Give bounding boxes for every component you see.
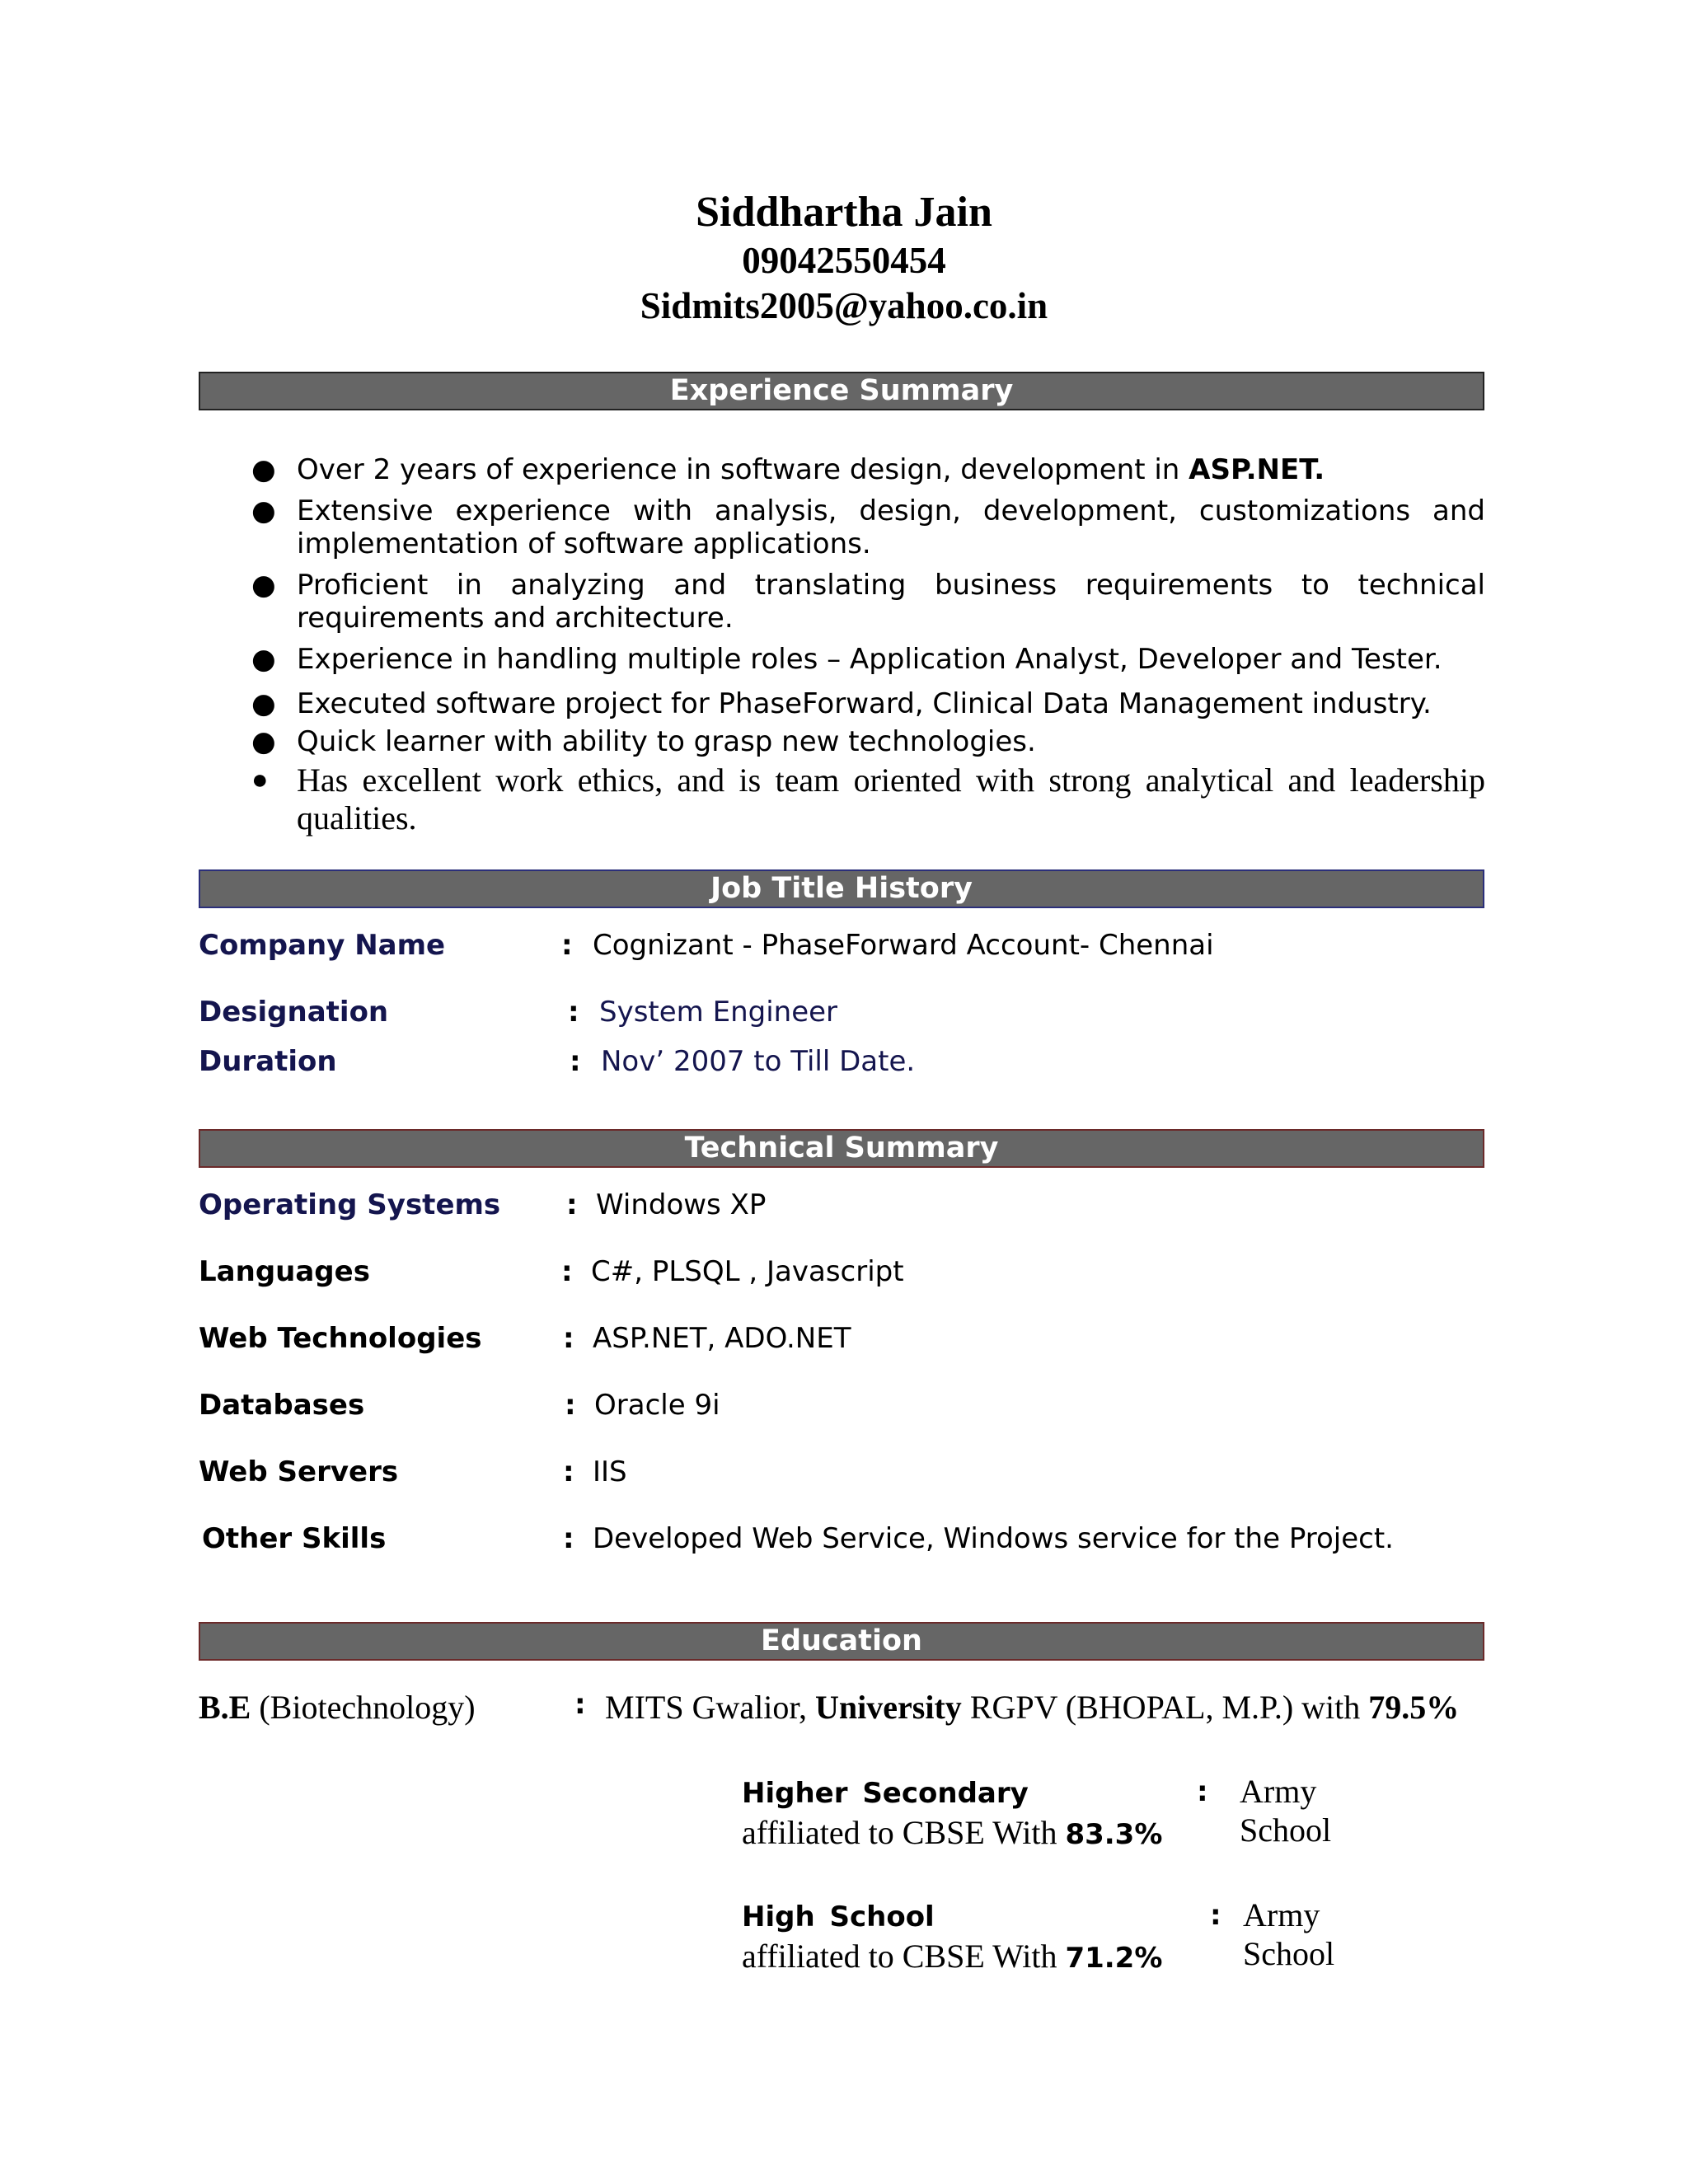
company-value: Cognizant - PhaseForward Account- Chennai — [593, 929, 1214, 962]
tech-value: ASP.NET, ADO.NET — [593, 1322, 851, 1355]
high-school-label: High School — [742, 1900, 935, 1933]
section-experience-summary: Experience Summary — [199, 372, 1484, 410]
experience-item: ● Experience in handling multiple roles – Application Analyst, Developer and Tester. — [251, 643, 1442, 676]
bullet-icon: ● — [251, 725, 276, 758]
experience-item: ● Proficient in analyzing and translating business requirements to technical requirements and architecture. — [251, 569, 1485, 635]
separator: : — [561, 929, 573, 962]
bullet-icon: ● — [251, 765, 269, 795]
higher-secondary-detail: affiliated to CBSE With 83.3% — [742, 1814, 1163, 1851]
duration-label: Duration — [199, 1045, 337, 1078]
separator: : — [565, 1389, 576, 1422]
separator: : — [563, 1322, 574, 1355]
separator: : — [1210, 1899, 1221, 1932]
tech-label: Web Technologies — [199, 1322, 482, 1355]
separator: : — [561, 1255, 573, 1288]
section-job-title-history: Job Title History — [199, 869, 1484, 908]
high-school-school: Army School — [1243, 1896, 1335, 1972]
bullet-icon: ● — [251, 687, 276, 720]
tech-label: Web Servers — [199, 1455, 399, 1488]
higher-secondary-school: Army School — [1240, 1773, 1332, 1849]
separator: : — [563, 1522, 574, 1555]
tech-label: Operating Systems — [199, 1188, 501, 1221]
separator: : — [566, 1188, 578, 1221]
tech-value: Windows XP — [596, 1188, 767, 1221]
separator: : — [570, 1045, 581, 1078]
experience-item: ● Over 2 years of experience in software design, development in ASP.NET. — [251, 453, 1325, 486]
experience-item: ● Quick learner with ability to grasp new technologies. — [251, 725, 1036, 758]
tech-row — [199, 1389, 1484, 1430]
tech-row — [199, 1188, 1484, 1230]
designation-value: System Engineer — [599, 996, 838, 1029]
tech-label: Other Skills — [202, 1522, 387, 1555]
candidate-email: Sidmits2005@yahoo.co.in — [640, 285, 1048, 326]
tech-value: C#, PLSQL , Javascript — [591, 1255, 904, 1288]
experience-item: ● Has excellent work ethics, and is team oriented with strong analytical and leadership qualities. — [251, 762, 1485, 837]
institution: MITS Gwalior, University RGPV (BHOPAL, M.P.) with 79.5% — [605, 1689, 1460, 1726]
high-school-detail: affiliated to CBSE With 71.2% — [742, 1938, 1163, 1975]
experience-list — [251, 453, 1485, 837]
tech-row — [199, 1522, 1484, 1563]
candidate-name: Siddhartha Jain — [696, 189, 992, 236]
separator: : — [568, 996, 579, 1029]
higher-secondary-label: Higher Secondary — [742, 1777, 1029, 1810]
job-company-row — [199, 929, 1484, 970]
candidate-phone: 09042550454 — [742, 240, 946, 281]
section-technical-summary: Technical Summary — [199, 1129, 1484, 1168]
section-education: Education — [199, 1622, 1484, 1661]
duration-value: Nov’ 2007 to Till Date. — [601, 1045, 916, 1078]
job-duration-row — [199, 1045, 1484, 1086]
bullet-icon: ● — [251, 453, 276, 486]
tech-row — [199, 1455, 1484, 1497]
tech-value: IIS — [593, 1455, 627, 1488]
tech-label: Languages — [199, 1255, 370, 1288]
tech-row — [199, 1322, 1484, 1363]
designation-label: Designation — [199, 996, 389, 1029]
bullet-icon: ● — [251, 494, 276, 527]
bullet-icon: ● — [251, 643, 276, 676]
experience-item: ● Executed software project for PhaseForward, Clinical Data Management industry. — [251, 687, 1432, 720]
tech-label: Databases — [199, 1389, 365, 1422]
tech-row — [199, 1255, 1484, 1296]
degree-row — [199, 1688, 1460, 1727]
separator: : — [1197, 1775, 1208, 1808]
job-designation-row — [199, 996, 1484, 1037]
degree: B.E (Biotechnology) — [199, 1689, 476, 1726]
tech-value: Oracle 9i — [594, 1389, 720, 1422]
tech-value: Developed Web Service, Windows service for the Project. — [593, 1522, 1394, 1555]
experience-item: ● Extensive experience with analysis, design, development, customizations and implementation of software applications. — [251, 494, 1485, 560]
bullet-icon: ● — [251, 569, 276, 602]
company-label: Company Name — [199, 929, 446, 962]
separator: : — [574, 1688, 586, 1721]
separator: : — [563, 1455, 574, 1488]
